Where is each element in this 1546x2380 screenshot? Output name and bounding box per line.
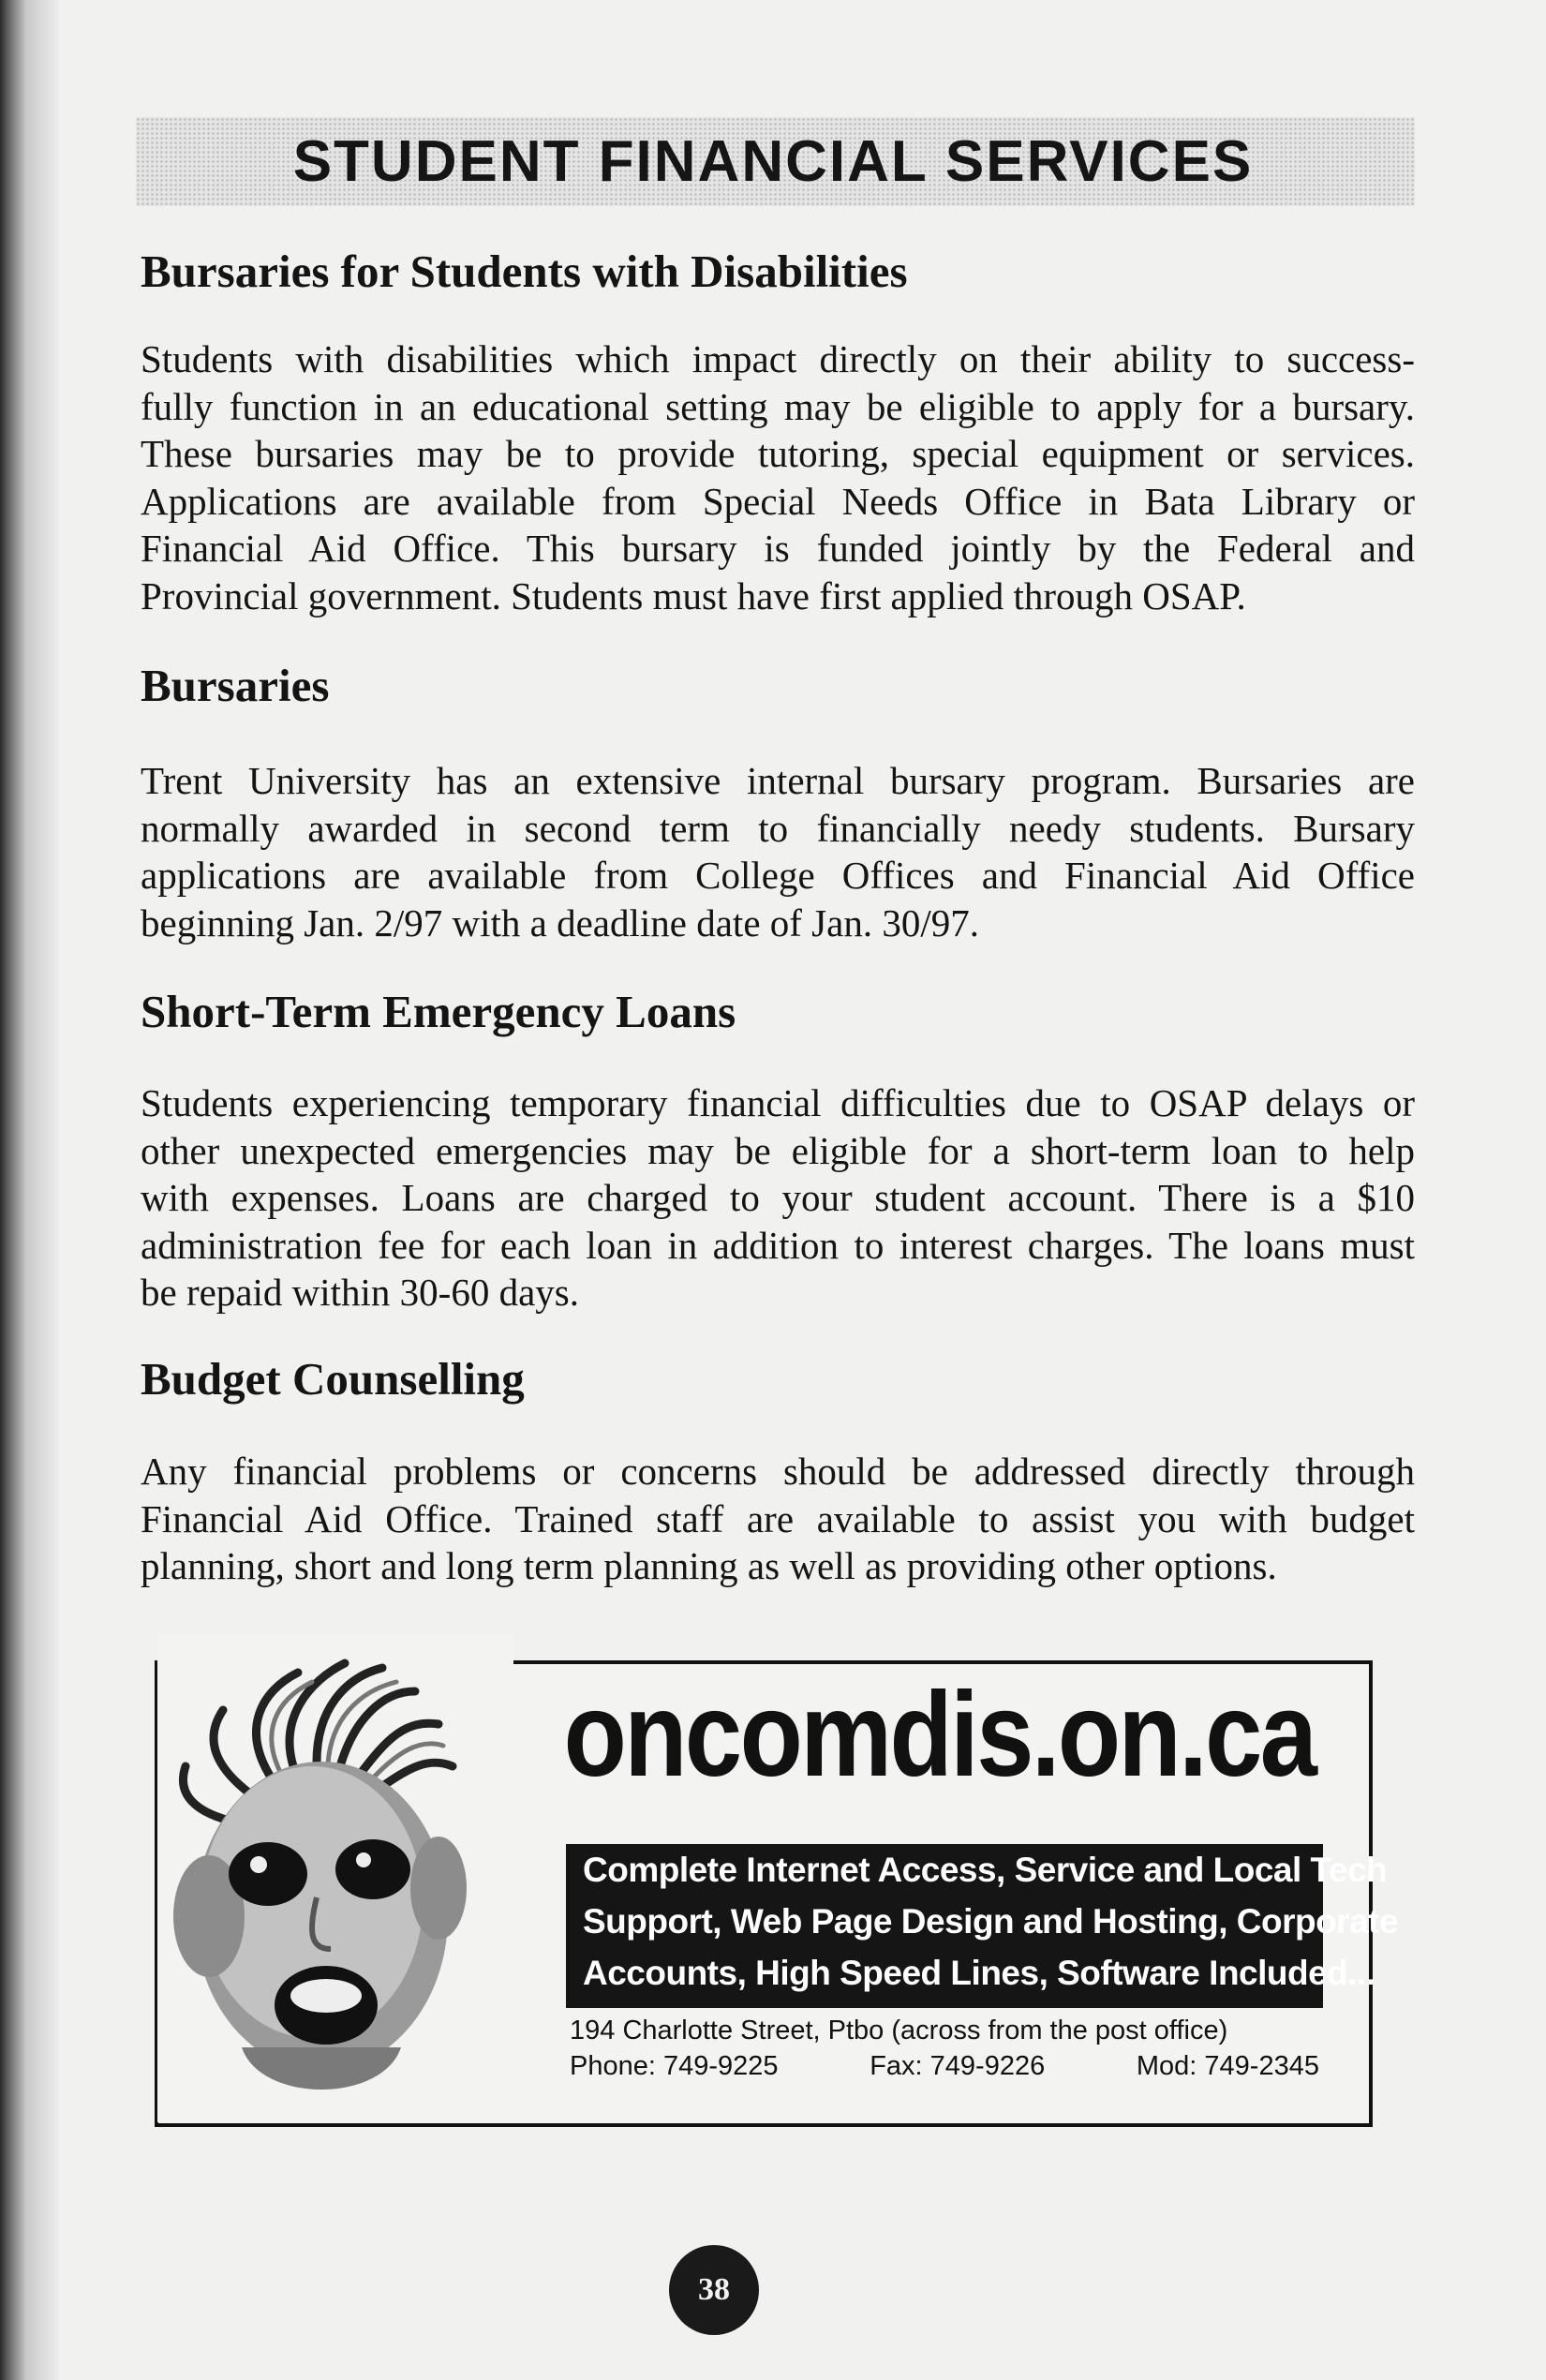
page-number-badge: 38 [669,2245,759,2335]
page-title: STUDENT FINANCIAL SERVICES [292,129,1254,194]
text-line: Financial Aid Office. Trained staff are available to assist you with budget [141,1496,1415,1540]
alien-face-illustration-icon [157,1635,513,2122]
section-body-disability-bursaries [141,335,1415,619]
ad-tagline-line: Complete Internet Access, Service and Local Tech [583,1851,1388,1889]
text-line: Financial Aid Office. This bursary is funded jointly by the Federal and [141,527,1415,570]
text-line: Any financial problems or concerns should be addressed directly through [141,1450,1415,1493]
text-line: be repaid within 30-60 days. [141,1271,579,1314]
section-body-bursaries [141,757,1415,946]
text-line: planning, short and long term planning as well as providing other options. [141,1544,1277,1587]
ad-contact-info [570,2013,1319,2084]
ad-address-row [570,2013,1319,2048]
text-line: normally awarded in second term to financially needy students. Bursary [141,806,1415,850]
text-line: administration fee for each loan in addition to interest charges. The loans must [141,1223,1415,1267]
ad-tagline-box [566,1844,1399,2008]
text-line: applications are available from College Offices and Financial Aid Office [141,854,1415,897]
section-heading-disability-bursaries: Bursaries for Students with Disabilities [141,245,908,297]
text-line: Provincial government. Students must have first applied through OSAP. [141,573,1246,617]
ad-mod: Mod: 749-2345 [1136,2051,1319,2081]
text-line: beginning Jan. 2/97 with a deadline date of Jan. 30/97. [141,900,979,945]
section-heading-emergency-loans: Short-Term Emergency Loans [141,986,736,1037]
section-body-budget-counselling [141,1448,1415,1590]
ad-tagline-line: Support, Web Page Design and Hosting, Corporate [583,1902,1399,1941]
ad-tagline-line: Accounts, High Speed Lines, Software Included... [583,1954,1375,1992]
text-line: with expenses. Loans are charged to your student account. There is a $10 [141,1176,1415,1219]
ad-address: 194 Charlotte Street, Ptbo (across from the post office) [570,2016,1228,2045]
text-line: Trent University has an extensive internal bursary program. Bursaries are [141,759,1415,802]
section-body-emergency-loans [141,1079,1415,1316]
ad-domain-logo: oncomdis.on.ca [563,1668,1316,1802]
text-line: Students with disabilities which impact directly on their ability to success- [141,337,1415,380]
ad-phone: Phone: 749-9225 [570,2051,779,2081]
section-heading-bursaries: Bursaries [141,660,330,711]
section-heading-budget-counselling: Budget Counselling [141,1353,525,1405]
ad-fax: Fax: 749-9226 [870,2051,1046,2081]
book-binding-shadow [0,0,58,2380]
text-line: fully function in an educational setting may be eligible to apply for a bursary. [141,384,1415,428]
text-line: Applications are available from Special Needs Office in Bata Library or [141,479,1415,523]
ad-phone-row [570,2048,1319,2084]
text-line: Students experiencing temporary financial difficulties due to OSAP delays or [141,1081,1415,1124]
text-line: other unexpected emergencies may be eligible for a short-term loan to help [141,1128,1415,1172]
text-line: These bursaries may be to provide tutoring, special equipment or services. [141,432,1415,475]
